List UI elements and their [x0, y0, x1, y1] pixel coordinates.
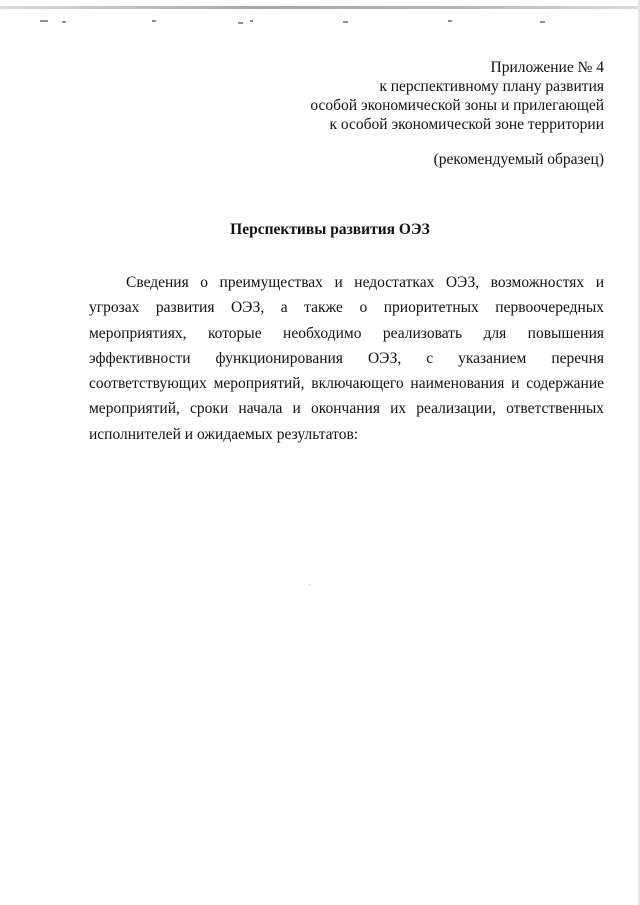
appendix-reference-line: к перспективному плану развития: [379, 78, 604, 95]
document-title: Перспективы развития ОЭЗ: [230, 221, 430, 238]
appendix-header: [300, 58, 604, 134]
scan-speck: [343, 21, 348, 23]
scan-speck: [238, 22, 243, 24]
scan-top-edge-artifact: [0, 6, 640, 9]
scan-speck: [62, 21, 66, 23]
body-paragraph: Сведения о преимуществах и недостатках ОЭЗ, возможностях и угрозах развития ОЭЗ, а также о приоритетных первоочередных мероприятиях, которые необходимо реализовать для повышения эффективности функционирования ОЭЗ, с указанием перечня соответствующих мероприятий, включающего наименования и содержание мероприятий, сроки начала и окончания их реализации, ответственных исполнителей и ожидаемых результатов:: [89, 274, 604, 443]
scan-speck: [152, 20, 156, 22]
scan-speck: [448, 20, 452, 22]
appendix-reference-line: особой экономической зоны и прилегающей: [310, 97, 604, 114]
scan-noise-specks: [0, 18, 640, 28]
appendix-number: Приложение № 4: [490, 59, 604, 76]
appendix-reference-line: к особой экономической зоне территории: [329, 116, 604, 133]
recommended-sample-note: (рекомендуемый образец): [433, 151, 604, 168]
scan-dust-dot: [309, 584, 310, 585]
scan-speck: [40, 20, 48, 22]
scan-speck: [250, 20, 253, 22]
scan-speck: [540, 21, 545, 23]
